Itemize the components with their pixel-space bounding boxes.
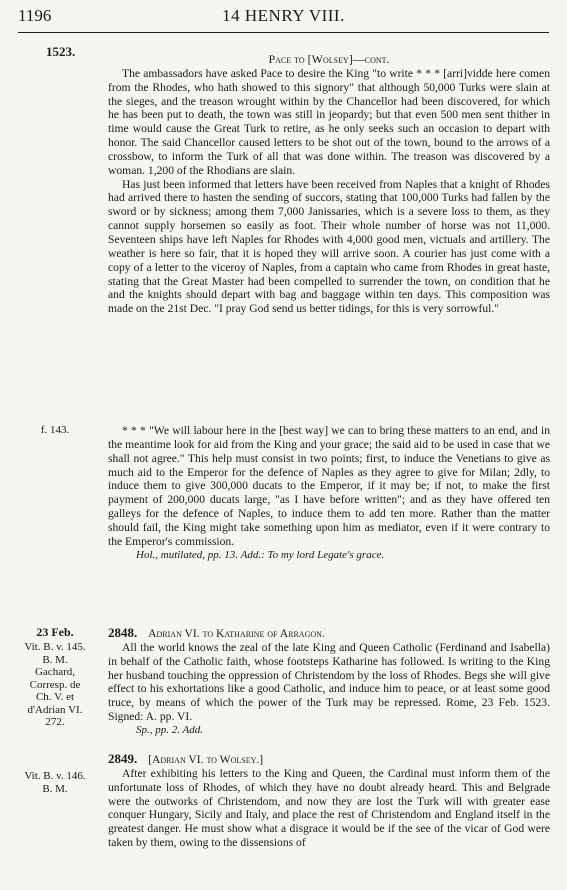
section-heading: Pace to [Wolsey]—cont. [268, 52, 390, 66]
page-number: 1196 [18, 6, 52, 25]
paragraph: Has just been informed that letters have been received from Naples that a knight of Rhodes had arrived there to hasten the sending of succors, stating that 100,000 Turks had fallen by the sword or by sickness; among them 7,000 Janissaries, which is a severe loss to them, as they cannot supply horsemen so easily as foot. Their whole number of horse was not 11,000. Seventeen ships have left Naples for Rhodes with 4,000 good men, victuals and artillery. The weather is here so fair, that it is hoped they will arrive soon. A courier has just come with a copy of a letter to the viceroy of Naples, from a captain who came from Rhodes in great haste, stating that the Great Master had been compelled to surrender the town, on condition that he and the knights should depart with bag and baggage within ten days. This composition was made on the 21st Dec. "I pray God send us better tidings, for this is very sorrowful." [108, 177, 550, 316]
page-header [18, 6, 549, 32]
entry-title: Adrian VI. to Katharine of Arragon. [148, 627, 325, 640]
year-marker: 1523. [46, 44, 76, 59]
entry-date: 23 Feb. [36, 625, 74, 639]
paragraph: The ambassadors have asked Pace to desire the King "to write * * * [arri]vidde here comen from the Rhodes, who hath showed to this signory" that although 50,000 Turks were slain at the sieges, and the treason wrought within by the Chancellor had been discovered, for which he has been put to death, the town was still in jeopardy; but that even 500 men sent thither in time would cause the Great Turk to retire, as he only seeks such an occasion to depart with honor. The said Chancellor caused letters to be shot out of the town, bound to the arrows of a crossbow, to inform the Turk of all that was done within. The treason was discovered by a woman. 1,200 of the Rhodians are slain. [108, 66, 550, 177]
folio-marker: f. 143. [40, 424, 70, 436]
entry-reference [14, 770, 96, 795]
entry-2848 [108, 626, 550, 738]
entry-title-line [108, 752, 550, 767]
ref-line: d'Adrian VI. [27, 703, 83, 716]
entry-number: 2848. [108, 625, 138, 640]
entry-2849 [108, 752, 550, 850]
paragraph: All the world knows the zeal of the late King and Queen Catholic (Ferdinand and Isabella) in behalf of the Catholic faith, whose footsteps Katharine has followed. Is writing to the King her husband touching the oppression of Christendom by the loss of Rhodes. Begs she will give effect to his exhortations like a good Catholic, and induce him to peace, or at least some good truce, by means of which the power of the Turk may be repressed. Rome, 23 Feb. 1523. Signed: A. pp. VI. [108, 640, 550, 724]
entry-title-line [108, 626, 550, 641]
ref-line: B. M. [42, 653, 68, 666]
ref-line: Vit. B. v. 146. [24, 770, 86, 782]
running-head: 14 HENRY VIII. [222, 6, 345, 25]
paragraph: * * * "We will labour here in the [best way] we can to bring these matters to an end, and in the meantime look for aid from the King and your grace; the said aid to be used in case that we shall not agree." This help must consist in two points; first, to induce the Venetians to give as much aid to the Emperor for the defence of Naples as they agree to give for Milan; 2dly, to induce them to give 300,000 ducats to the Emperor, if it may be; if not, to make the first payment of 200,000 ducats large, "as I have before written"; and as they have offered ten galleys for the defence of Naples, to induce them to add ten more. Rather than the matter should fail, the King might take something upon him as mediator, even if it were contrary to the Emperor's commission. [108, 424, 550, 548]
source-note: Hol., mutilated, pp. 13. Add.: To my lord Legate's grace. [136, 548, 385, 561]
ref-line: 272. [45, 716, 65, 728]
ref-line: Vit. B. v. 145. [24, 641, 86, 653]
source-note: Sp., pp. 2. Add. [136, 723, 204, 736]
pace-letter-continuation [108, 424, 550, 562]
ref-line: Ch. V. et [35, 691, 75, 703]
entry-title: [Adrian VI. to Wolsey.] [148, 753, 264, 766]
entry-reference [14, 641, 96, 729]
ref-line: Corresp. de [29, 678, 81, 691]
pace-letter-section [108, 53, 550, 316]
paragraph: After exhibiting his letters to the King and Queen, the Cardinal must inform them of the unfortunate loss of Rhodes, of which they have no doubt already heard. This and Belgrade were the outworks of Christendom, and now they are lost the Turk will with greater ease conquer Hungary, Sicily and Italy, and place the rest of Christendom and England itself in the greatest danger. He must show what a disgrace it would be if the see of the vicar of God were taken by them, owing to the dissensions of [108, 766, 550, 850]
entry-number: 2849. [108, 751, 138, 766]
header-rule [18, 32, 549, 33]
ref-line: B. M. [42, 782, 68, 795]
ref-line: Gachard, [34, 666, 75, 678]
